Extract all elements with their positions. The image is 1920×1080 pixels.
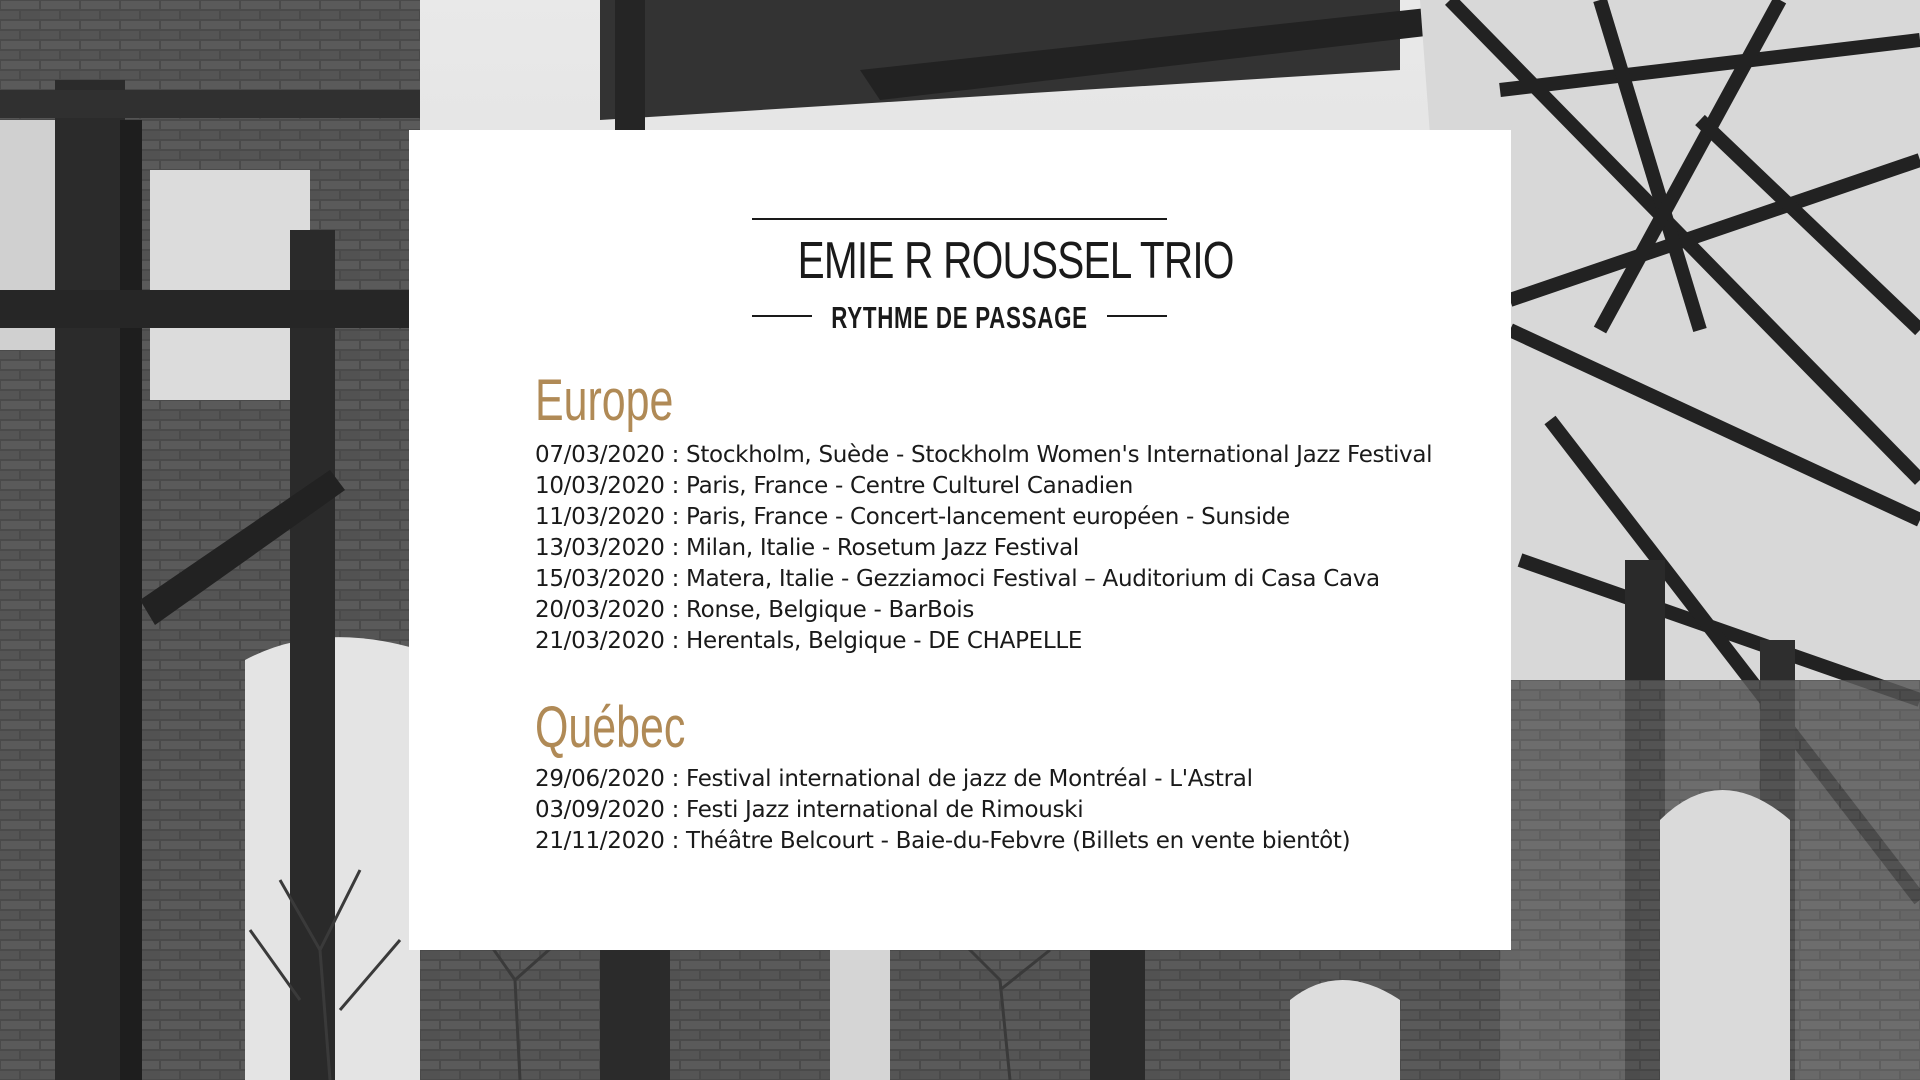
tour-dates-card [409,130,1511,950]
band-name: EMIE R ROUSSEL TRIO [797,232,1234,290]
tour-date-item: 10/03/2020 : Paris, France - Centre Culturel Canadien [535,473,1134,499]
tour-date-item: 21/11/2020 : Théâtre Belcourt - Baie-du-Febvre (Billets en vente bientôt) [535,828,1351,854]
region-heading-quebec: Québec [535,695,686,760]
quebec-date-list [535,764,1350,857]
band-logo [752,218,1234,335]
tour-date-item: 13/03/2020 : Milan, Italie - Rosetum Jazz Festival [535,535,1080,561]
region-heading-europe: Europe [535,368,674,433]
logo-right-rule [1107,315,1167,317]
tour-date-item: 29/06/2020 : Festival international de jazz de Montréal - L'Astral [535,766,1253,792]
tour-date-item: 15/03/2020 : Matera, Italie - Gezziamoci Festival – Auditorium di Casa Cava [535,566,1380,592]
tour-date-item: 07/03/2020 : Stockholm, Suède - Stockholm Women's International Jazz Festival [535,442,1433,468]
logo-top-rule [752,218,1167,220]
tour-date-item: 11/03/2020 : Paris, France - Concert-lancement européen - Sunside [535,504,1290,530]
tour-date-item: 21/03/2020 : Herentals, Belgique - DE CHAPELLE [535,628,1083,654]
logo-left-rule [752,315,812,317]
album-title: RYTHME DE PASSAGE [831,300,1088,335]
logo-subtitle-row [752,300,1167,335]
tour-date-item: 03/09/2020 : Festi Jazz international de Rimouski [535,797,1084,823]
tour-date-item: 20/03/2020 : Ronse, Belgique - BarBois [535,597,974,623]
europe-date-list [535,440,1432,657]
